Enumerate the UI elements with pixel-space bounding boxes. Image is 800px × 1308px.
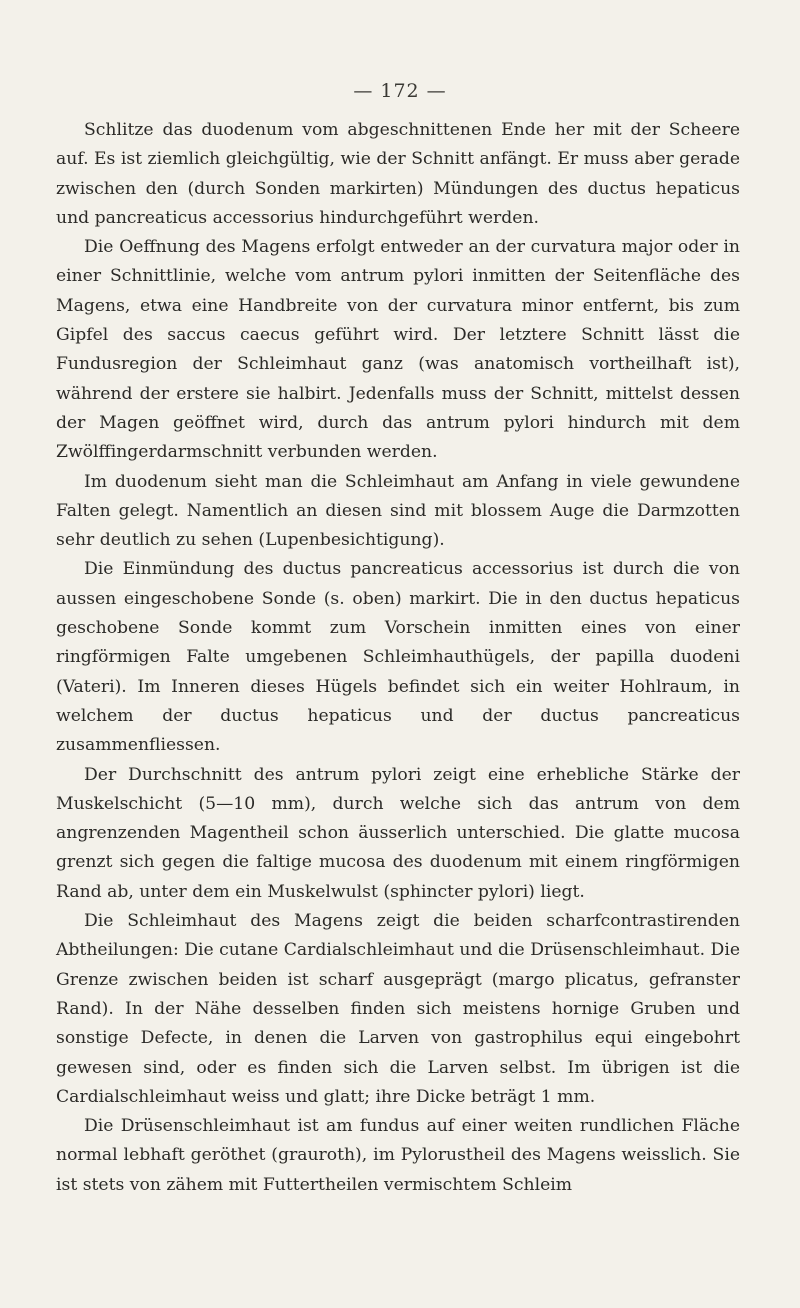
body-text [56,116,740,1200]
paragraph-5: Der Durchschnitt des antrum pylori zeigt eine erhebliche Stärke der Muskelschicht (5—10 mm), durch welche sich das antrum von dem angrenzenden Magentheil schon äusserlich unterschied. Die glatte mucosa grenzt sich gegen die faltige mucosa des duodenum mit einem ringförmigen Rand ab, unter dem ein Muskelwulst (sphincter pylori) liegt. [56,764,740,902]
paragraph-4: Die Einmündung des ductus pancreaticus accessorius ist durch die von aussen eingeschobene Sonde (s. oben) markirt. Die in den ductus hepaticus geschobene Sonde kommt zum Vorschein inmitten eines von einer ringförmigen Falte umgebenen Schleimhauthügels, der papilla duodeni (Vateri). Im Inneren dieses Hügels befindet sich ein weiter Hohlraum, in welchem der ductus hepaticus und der ductus pancreaticus zusammenfliessen. [56,559,740,756]
paragraph-3: Im duodenum sieht man die Schleimhaut am Anfang in viele gewundene Falten gelegt. Namentlich an diesen sind mit blossem Auge die Darmzotten sehr deutlich zu sehen (Lupenbesichtigung). [56,471,740,551]
paragraph-7: Die Drüsenschleimhaut ist am fundus auf einer weiten rundlichen Fläche normal lebhaft geröthet (grauroth), im Pylorustheil des Magens weisslich. Sie ist stets von zähem mit Futtertheilen vermischtem Schleim [56,1116,740,1195]
page-number: — 172 — [353,80,447,102]
paragraph-2: Die Oeffnung des Magens erfolgt entweder an der curvatura major oder in einer Schnittlinie, welche vom antrum pylori inmitten der Seitenfläche des Magens, etwa eine Handbreite von der curvatura minor entfernt, bis zum Gipfel des saccus caecus geführt wird. Der letztere Schnitt lässt die Fundusregion der Schleimhaut ganz (was anatomisch vortheilhaft ist), während der erstere sie halbirt. Jedenfalls muss der Schnitt, mittelst dessen der Magen geöffnet wird, durch das antrum pylori hindurch mit dem Zwölffingerdarmschnitt verbunden werden. [56,237,740,463]
paragraph-1: Schlitze das duodenum vom abgeschnittenen Ende her mit der Scheere auf. Es ist ziemlich gleichgültig, wie der Schnitt anfängt. Er muss aber gerade zwischen den (durch Sonden markirten) Mündungen des ductus hepaticus und pancreaticus accessorius hindurchgeführt werden. [56,120,740,228]
paragraph-6: Die Schleimhaut des Magens zeigt die beiden scharfcontrastirenden Abtheilungen: Die cutane Cardialschleimhaut und die Drüsenschleimhaut. Die Grenze zwischen beiden ist scharf ausgeprägt (margo plicatus, gefranster Rand). In der Nähe desselben finden sich meistens hornige Gruben und sonstige Defecte, in denen die Larven von gastrophilus equi eingebohrt gewesen sind, oder es finden sich die Larven selbst. Im übrigen ist die Cardialschleimhaut weiss und glatt; ihre Dicke beträgt 1 mm. [56,911,740,1107]
